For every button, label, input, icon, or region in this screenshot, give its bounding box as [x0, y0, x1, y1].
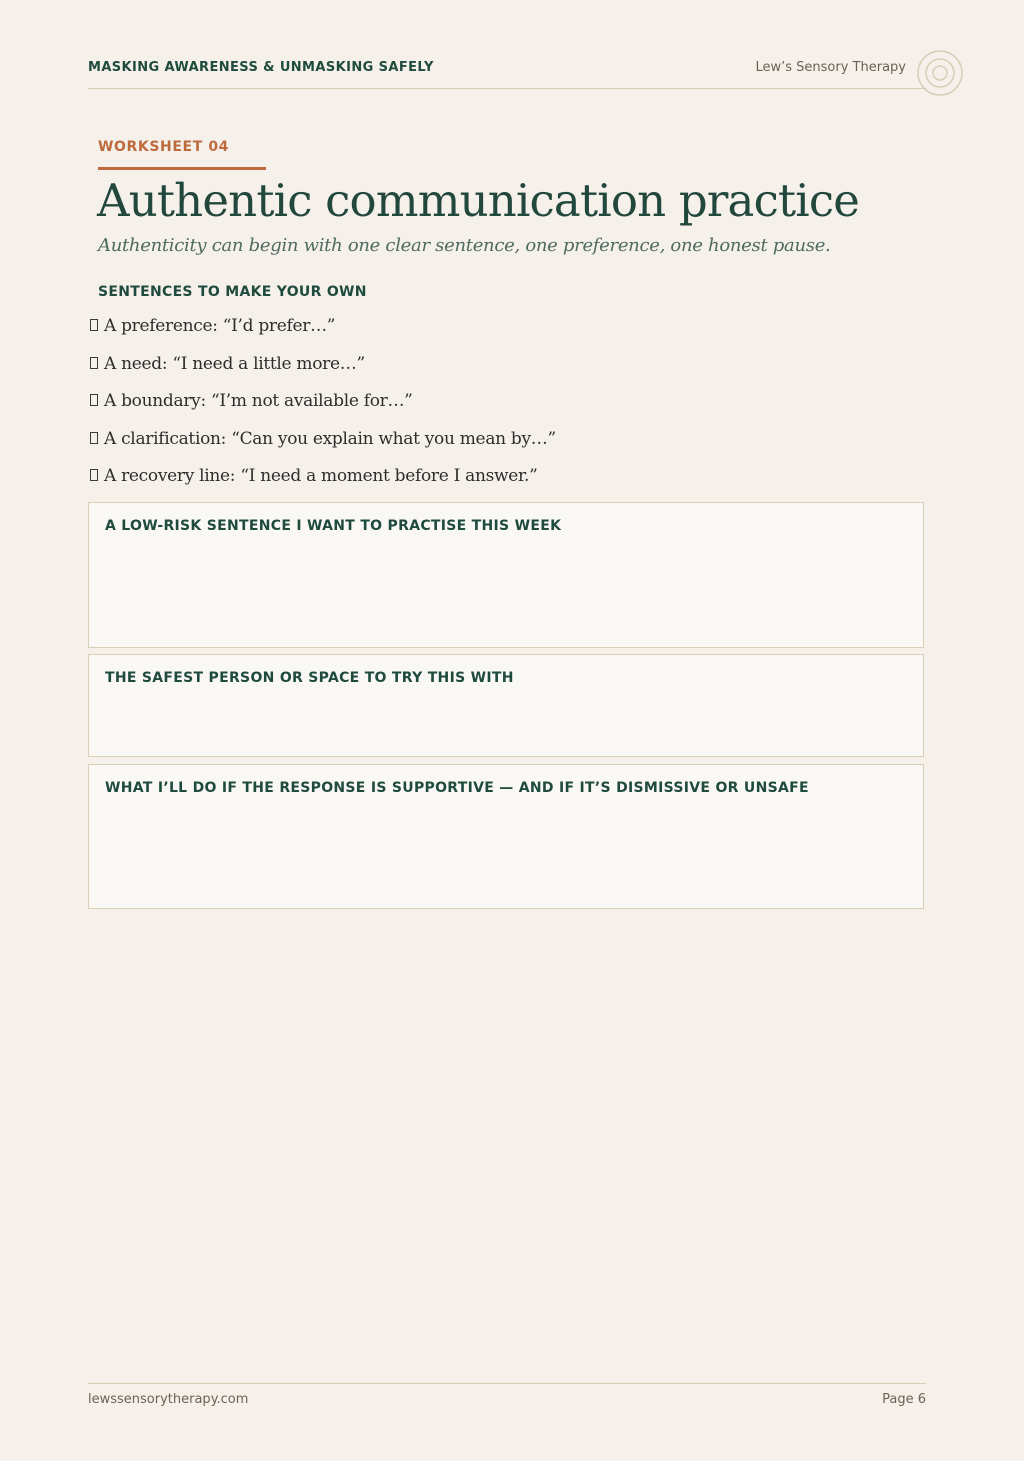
sentence-text: A boundary: “I’m not available for…” — [104, 391, 413, 411]
sentence-text: A need: “I need a little more…” — [104, 353, 365, 374]
sentence-text: A clarification: “Can you explain what you mean by…” — [104, 428, 556, 449]
sentence-text: A preference: “I’d prefer…” — [104, 316, 336, 336]
page-footer — [88, 1383, 926, 1407]
checkbox-icon[interactable] — [90, 319, 98, 331]
list-item — [90, 312, 556, 350]
sentences-section-label: SENTENCES TO MAKE YOUR OWN — [98, 284, 367, 300]
checkbox-icon[interactable] — [90, 357, 98, 369]
checkbox-icon[interactable] — [90, 432, 98, 444]
header-title: MASKING AWARENESS & UNMASKING SAFELY — [88, 60, 434, 75]
list-item — [90, 425, 556, 463]
eyebrow-underline — [98, 167, 266, 170]
checkbox-icon[interactable] — [90, 394, 98, 406]
box-label: THE SAFEST PERSON OR SPACE TO TRY THIS WITH — [105, 670, 514, 686]
page-subtitle: Authenticity can begin with one clear sentence, one preference, one honest pause. — [98, 235, 831, 256]
page-header — [88, 0, 926, 89]
sentence-text: A recovery line: “I need a moment before I answer.” — [104, 466, 538, 486]
list-item — [90, 462, 556, 500]
page-number: Page 6 — [882, 1392, 926, 1407]
box-label: A LOW-RISK SENTENCE I WANT TO PRACTISE THIS WEEK — [105, 518, 562, 534]
box-label: WHAT I’LL DO IF THE RESPONSE IS SUPPORTIVE — AND IF IT’S DISMISSIVE OR UNSAFE — [105, 780, 809, 796]
list-item — [90, 387, 556, 425]
footer-url[interactable]: lewssensorytherapy.com — [88, 1392, 249, 1407]
response-plan-box[interactable] — [88, 764, 924, 909]
concentric-circles-icon — [916, 49, 964, 97]
page-title: Authentic communication practice — [97, 174, 860, 227]
checkbox-icon[interactable] — [90, 469, 98, 481]
safest-person-box[interactable] — [88, 654, 924, 757]
worksheet-number: WORKSHEET 04 — [98, 139, 230, 155]
list-item — [90, 350, 556, 388]
sentence-list — [90, 312, 556, 500]
header-brand: Lew’s Sensory Therapy — [755, 60, 906, 75]
practice-sentence-box[interactable] — [88, 502, 924, 648]
